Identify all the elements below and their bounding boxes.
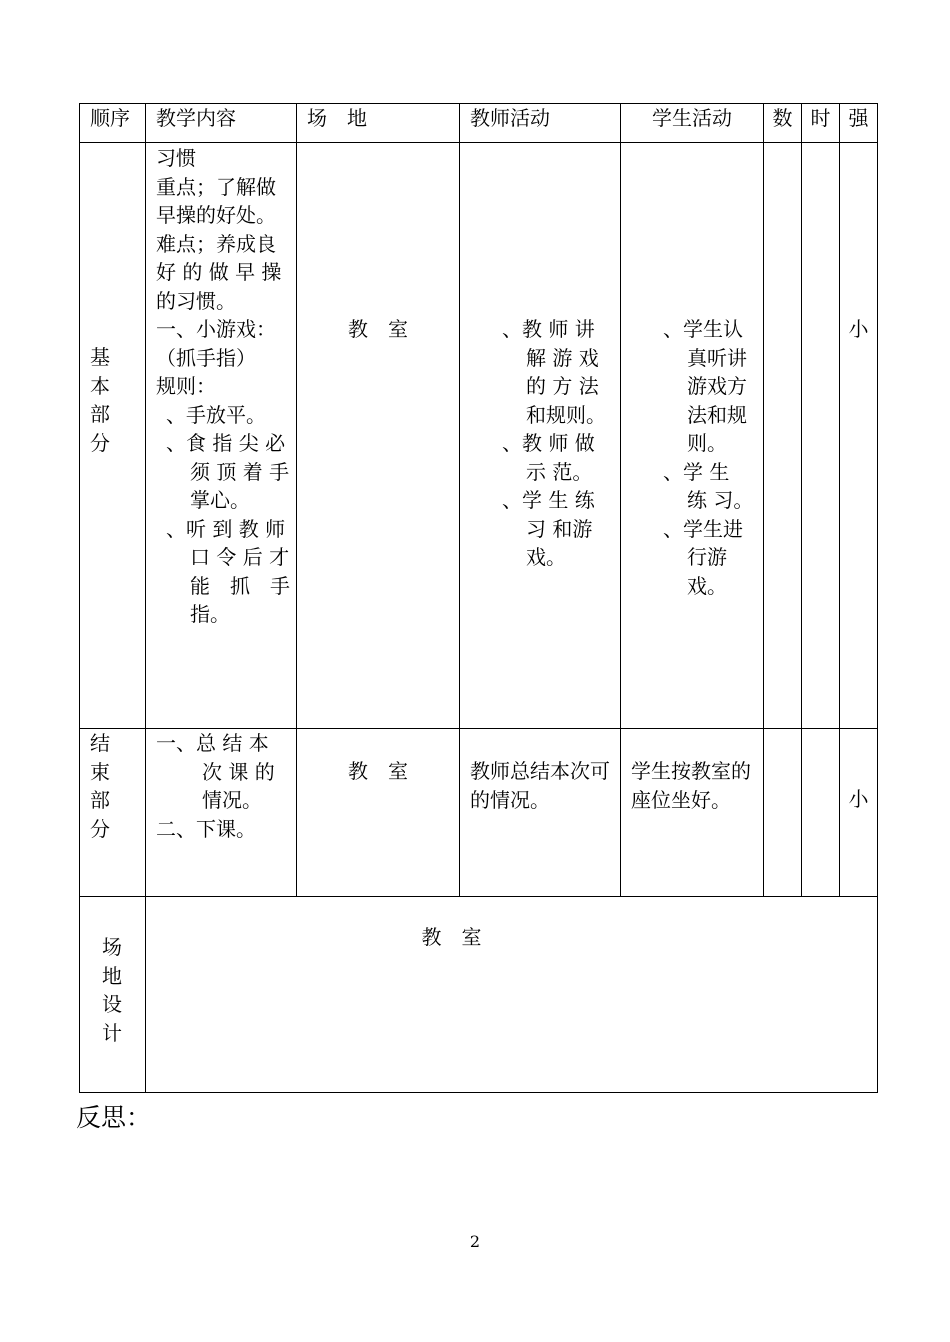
- header-venue: 场 地: [297, 104, 460, 143]
- label-char: 设: [102, 992, 122, 1016]
- closing-section-label: [80, 729, 146, 897]
- layout-design-text: 教 室: [421, 925, 482, 949]
- student-text: 学生按教室的座位坐好。: [631, 759, 751, 812]
- section-char: 分: [90, 430, 110, 455]
- basic-section-label: [80, 143, 146, 729]
- teacher-item: 、教 师 做 示 范。: [502, 431, 595, 484]
- header-intensity: 强: [840, 104, 878, 143]
- header-row: [80, 104, 878, 143]
- rule-item: 、手放平。: [166, 402, 266, 427]
- student-item: 、学 生 练 习。: [663, 459, 754, 512]
- section-char: 部: [90, 788, 110, 812]
- reflection-label: 反思：: [76, 1103, 152, 1132]
- basic-time: [802, 143, 840, 729]
- venue-text: 教 室: [348, 759, 408, 783]
- section-char: 基: [90, 345, 110, 369]
- basic-content: [146, 143, 297, 729]
- content-line: 早操的好处。: [156, 203, 276, 227]
- section-char: 部: [90, 402, 110, 426]
- rule-item: 、食 指 尖 必 须 顶 着 手 掌心。: [166, 431, 290, 512]
- page-number: 2: [469, 1232, 481, 1251]
- label-char: 计: [102, 1020, 122, 1045]
- layout-design-content: [146, 897, 878, 1093]
- rule-item: 、听 到 教 师 口 令 后 才 能 抓 手 指。: [166, 516, 290, 626]
- basic-part-row: [80, 143, 878, 729]
- intensity-text: 小: [848, 787, 869, 811]
- content-line: 习惯: [156, 146, 196, 170]
- closing-teacher-activity: [460, 729, 621, 897]
- closing-student-activity: [621, 729, 764, 897]
- header-count: 数: [764, 104, 802, 143]
- header-order: 顺序: [80, 104, 146, 143]
- label-char: 地: [102, 963, 122, 988]
- section-char: 结: [90, 731, 110, 755]
- content-line: （抓手指）: [156, 345, 256, 370]
- closing-content: [146, 729, 297, 897]
- layout-design-label: [80, 897, 146, 1093]
- closing-time: [802, 729, 840, 897]
- closing-item: 二、下课。: [156, 816, 256, 841]
- section-char: 本: [90, 373, 110, 398]
- closing-venue: [297, 729, 460, 897]
- closing-count: [764, 729, 802, 897]
- basic-intensity: [840, 143, 878, 729]
- closing-item: 一、总 结 本 次 课 的 情况。: [156, 731, 275, 812]
- basic-teacher-activity: [460, 143, 621, 729]
- content-line: 规则：: [156, 374, 216, 398]
- header-content: 教学内容: [146, 104, 297, 143]
- content-line: 一、小游戏：: [156, 317, 276, 341]
- content-line: 好 的 做 早 操: [156, 260, 282, 284]
- student-item: 、学生进行游戏。: [663, 516, 743, 598]
- label-char: 场: [102, 935, 122, 959]
- header-student: 学生活动: [621, 104, 764, 143]
- layout-design-row: [80, 897, 878, 1093]
- content-line: 重点；了解做: [156, 174, 276, 199]
- closing-intensity: [840, 729, 878, 897]
- venue-text: 教 室: [348, 317, 408, 341]
- header-teacher: 教师活动: [460, 104, 621, 143]
- teacher-item: 、教 师 讲 解 游 戏 的 方 法和规则。: [502, 317, 606, 427]
- intensity-text: 小: [848, 317, 869, 341]
- closing-part-row: [80, 729, 878, 897]
- teacher-item: 、学 生 练 习 和游戏。: [502, 488, 595, 569]
- section-char: 束: [90, 759, 110, 784]
- section-char: 分: [90, 816, 110, 841]
- content-line: 的习惯。: [156, 288, 236, 313]
- basic-venue: [297, 143, 460, 729]
- basic-student-activity: [621, 143, 764, 729]
- student-item: 、学生认真听讲游戏方法和规则。: [663, 317, 747, 455]
- teacher-text: 教师总结本次可的情况。: [470, 759, 610, 812]
- header-time: 时: [802, 104, 840, 143]
- content-line: 难点；养成良: [156, 231, 276, 256]
- basic-count: [764, 143, 802, 729]
- lesson-plan-table: [79, 103, 878, 1093]
